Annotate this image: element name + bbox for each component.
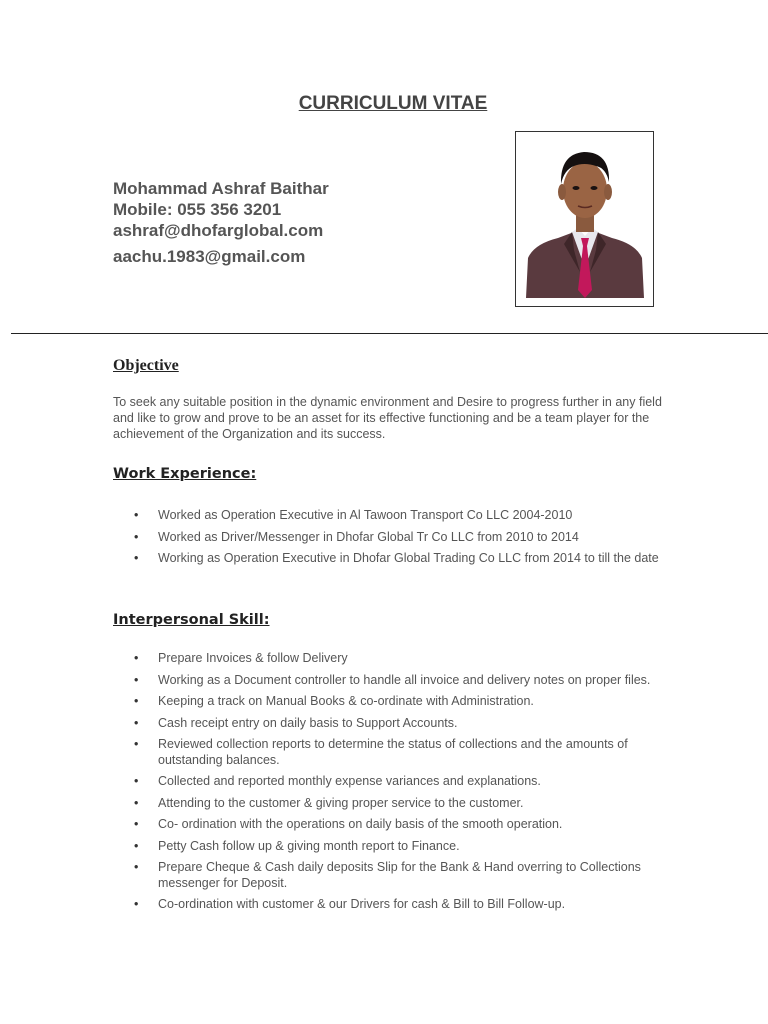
- list-item: • Worked as Driver/Messenger in Dhofar Global Tr Co LLC from 2010 to 2014: [113, 530, 668, 546]
- work-experience-heading: Work Experience:: [113, 466, 257, 482]
- contact-email-work: ashraf@dhofarglobal.com: [113, 221, 324, 240]
- list-item: • Petty Cash follow up & giving month report to Finance.: [113, 839, 668, 855]
- list-item: • Keeping a track on Manual Books & co-ordinate with Administration.: [113, 694, 668, 710]
- header-divider: [11, 333, 768, 334]
- list-item: • Attending to the customer & giving proper service to the customer.: [113, 796, 668, 812]
- interpersonal-skill-heading: Interpersonal Skill:: [113, 612, 270, 628]
- interpersonal-skill-list: [113, 651, 668, 919]
- objective-heading: Objective: [113, 357, 179, 374]
- profile-photo: [515, 131, 654, 307]
- list-item: • Prepare Invoices & follow Delivery: [113, 651, 668, 667]
- profile-photo-image: [524, 140, 646, 298]
- list-item: • Worked as Operation Executive in Al Tawoon Transport Co LLC 2004-2010: [113, 508, 668, 524]
- work-experience-list: [113, 508, 668, 573]
- list-item: • Working as Operation Executive in Dhofar Global Trading Co LLC from 2014 to till the date: [113, 551, 668, 567]
- list-item: • Working as a Document controller to handle all invoice and delivery notes on proper files.: [113, 673, 668, 689]
- contact-name: Mohammad Ashraf Baithar: [113, 179, 329, 198]
- list-item: • Co-ordination with customer & our Drivers for cash & Bill to Bill Follow-up.: [113, 897, 668, 913]
- list-item: • Reviewed collection reports to determine the status of collections and the amounts of outstanding balances.: [113, 737, 668, 768]
- contact-block: [113, 178, 329, 267]
- document-title: CURRICULUM VITAE: [298, 93, 488, 114]
- list-item: • Cash receipt entry on daily basis to Support Accounts.: [113, 716, 668, 732]
- objective-text: To seek any suitable position in the dynamic environment and Desire to progress further in any field and like to grow and prove to be an asset for its effective functioning and be a team player for the achievement of the Organization and its success.: [113, 395, 662, 441]
- list-item: • Collected and reported monthly expense variances and explanations.: [113, 774, 668, 790]
- list-item: • Prepare Cheque & Cash daily deposits Slip for the Bank & Hand overring to Collections messenger for Deposit.: [113, 860, 668, 891]
- contact-email-personal: aachu.1983@gmail.com: [113, 247, 306, 266]
- list-item: • Co- ordination with the operations on daily basis of the smooth operation.: [113, 817, 668, 833]
- contact-mobile: Mobile: 055 356 3201: [113, 200, 282, 219]
